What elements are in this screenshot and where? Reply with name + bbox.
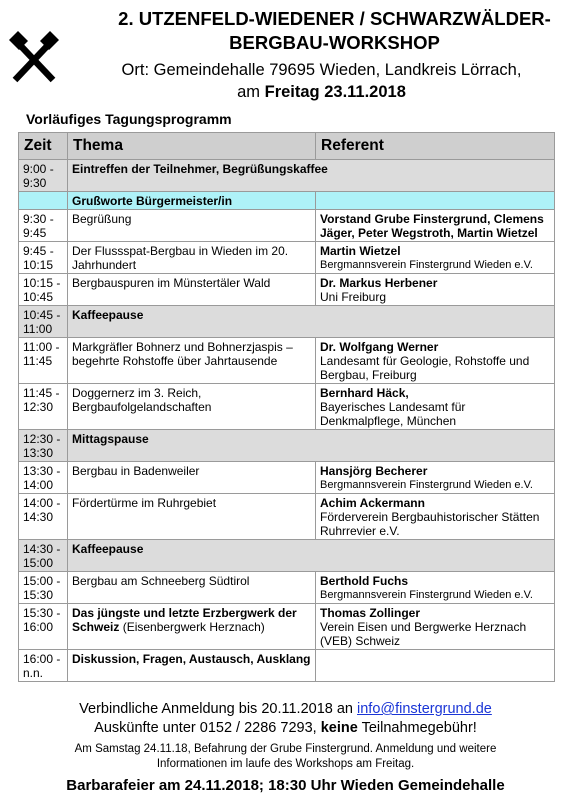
table-row: 9:30 - 9:45 Begrüßung Vorstand Grube Finstergrund, Clemens Jäger, Peter Wegstroth, Martin Wietzel <box>19 210 555 242</box>
table-row: 9:45 - 10:15 Der Flussspat-Bergbau in Wieden im 20. Jahrhundert Martin Wietzel Bergmannsverein Finstergrund Wieden e.V. <box>19 242 555 274</box>
crossed-hammers-icon <box>6 28 62 86</box>
event-location: Ort: Gemeindehalle 79695 Wieden, Landkreis Lörrach, am Freitag 23.11.2018 <box>121 61 522 101</box>
page-title: 2. UTZENFELD-WIEDENER / SCHWARZWÄLDER- BERGBAU-WORKSHOP <box>118 8 551 53</box>
table-row: 16:00 - n.n. Diskussion, Fragen, Austausch, Ausklang <box>19 650 555 682</box>
table-row: 15:30 - 16:00 Das jüngste und letzte Erzbergwerk der Schweiz (Eisenbergwerk Herznach) Thomas Zollinger Verein Eisen und Bergwerke Herznach (VEB) Schweiz <box>19 604 555 650</box>
table-row: 10:15 - 10:45 Bergbauspuren im Münstertäler Wald Dr. Markus Herbener Uni Freiburg <box>19 274 555 306</box>
header-referent: Referent <box>316 133 555 160</box>
email-link[interactable]: info@finstergrund.de <box>357 701 492 717</box>
table-row: 11:00 - 11:45 Markgräfler Bohnerz und Bohnerzjaspis – begehrte Rohstoffe über Jahrtausende Dr. Wolfgang Werner Landesamt für Geologie, Rohstoffe und Bergbau, Freiburg <box>19 338 555 384</box>
table-row: 14:30 - 15:00 Kaffeepause <box>19 540 555 572</box>
table-row: 11:45 - 12:30 Doggernerz im 3. Reich, Bergbaufolgelandschaften Bernhard Häck, Bayerisches Landesamt für Denkmalpflege, München <box>19 384 555 430</box>
event-date: Freitag 23.11.2018 <box>264 83 406 101</box>
header-zeit: Zeit <box>19 133 68 160</box>
table-row: 13:30 - 14:00 Bergbau in Badenweiler Hansjörg Becherer Bergmannsverein Finstergrund Wieden e.V. <box>19 462 555 494</box>
table-row: 14:00 - 14:30 Fördertürme im Ruhrgebiet Achim Ackermann Förderverein Bergbauhistorischer Stätten Ruhrrevier e.V. <box>19 494 555 540</box>
barbara-announcement: Barbarafeier am 24.11.2018; 18:30 Uhr Wieden Gemeindehalle <box>66 777 505 794</box>
table-header-row <box>19 133 555 160</box>
page-header <box>60 0 571 103</box>
registration-info: Verbindliche Anmeldung bis 20.11.2018 an info@finstergrund.de Auskünfte unter 0152 / 2286 7293, keine Teilnahmegebühr! <box>79 701 492 736</box>
table-row: 15:00 - 15:30 Bergbau am Schneeberg Südtirol Berthold Fuchs Bergmannsverein Finstergrund Wieden e.V. <box>19 572 555 604</box>
table-row: 12:30 - 13:30 Mittagspause <box>19 430 555 462</box>
program-table <box>18 132 555 682</box>
header-thema: Thema <box>68 133 316 160</box>
saturday-info: Am Samstag 24.11.18, Befahrung der Grube Finstergrund. Anmeldung und weitere Informationen im laufe des Workshops am Freitag. <box>74 743 497 770</box>
table-row: 10:45 - 11:00 Kaffeepause <box>19 306 555 338</box>
program-subtitle: Vorläufiges Tagungsprogramm <box>26 111 232 127</box>
table-row: Grußworte Bürgermeister/in <box>19 192 555 210</box>
table-row: 9:00 - 9:30 Eintreffen der Teilnehmer, Begrüßungskaffee <box>19 160 555 192</box>
